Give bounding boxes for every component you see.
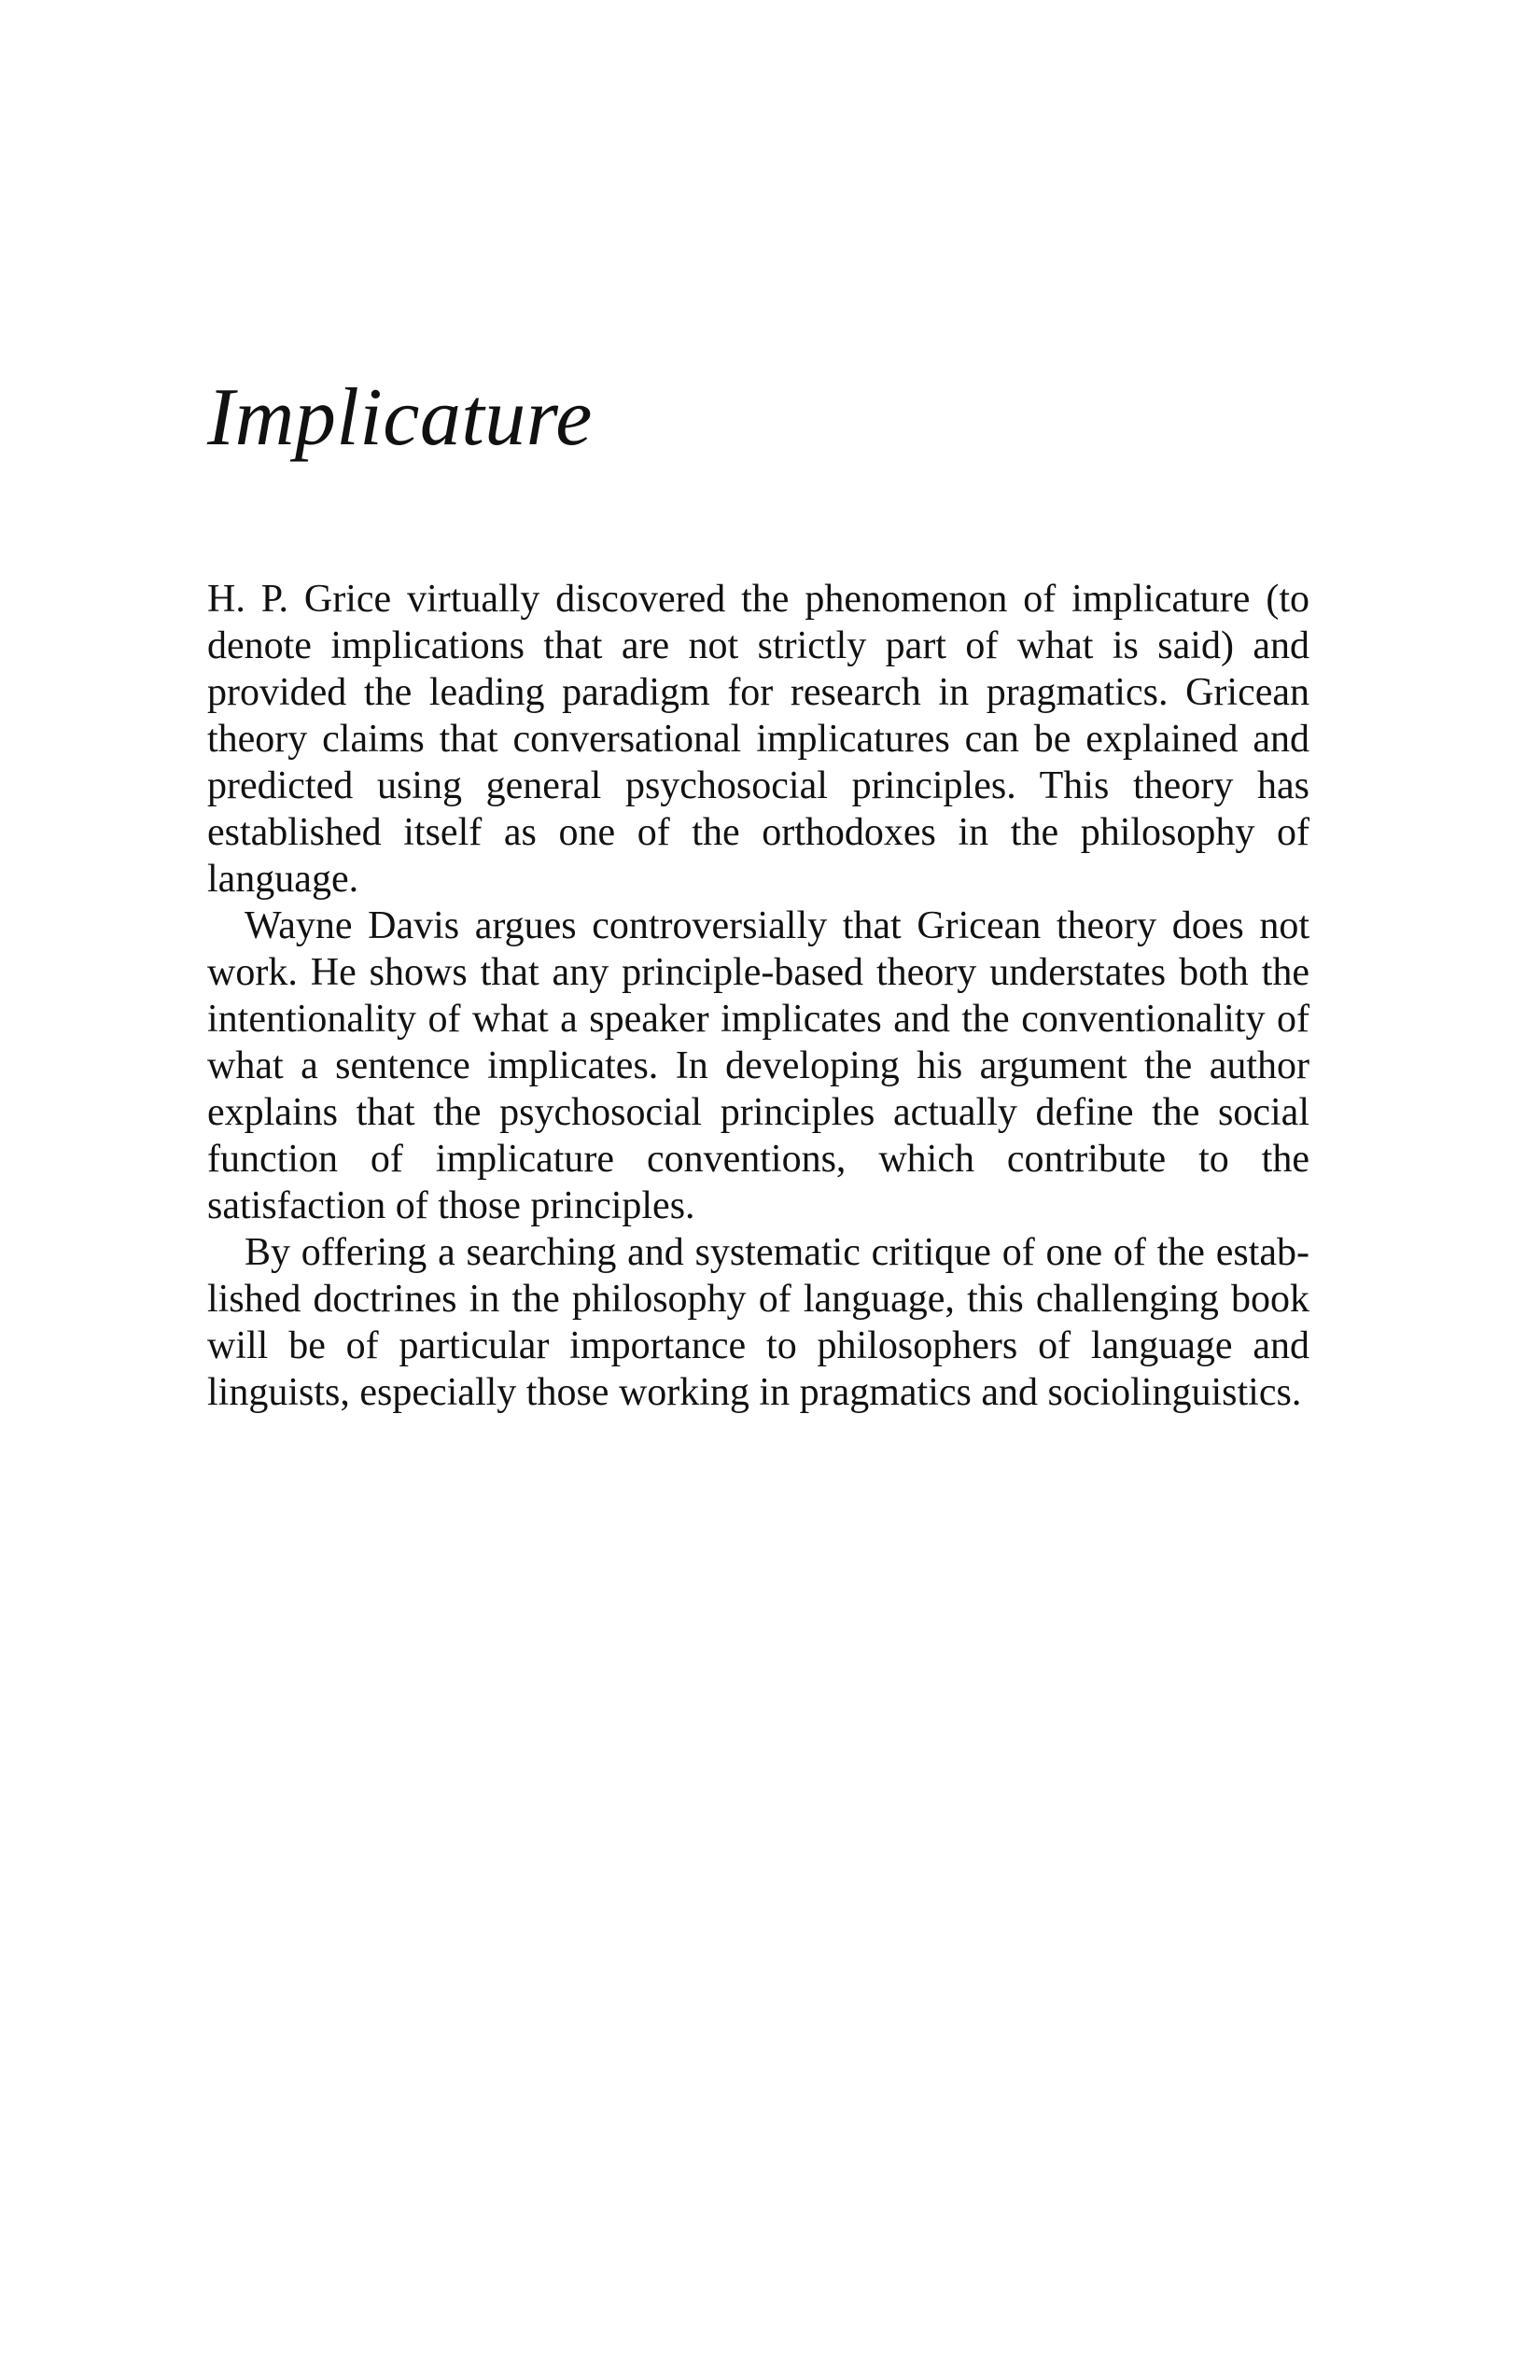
page-title: Implicature bbox=[207, 372, 593, 463]
paragraph-1: H. P. Grice virtually discovered the phenomenon of implicature (to denote implications that are not strictly part of what is said) and provided the leading paradigm for research in pragmatics. Gricean theory claims that conversational implicatures can be explained and predicted using general psychosocial principles. This theory has established itself as one of the orthodoxes in the philosophy of language. bbox=[207, 578, 1309, 901]
paragraph-3: By offering a searching and systematic critique of one of the established doctrines in the philosophy of language, this challenging book will be of particular importance to philosophers of language and linguists, especially those working in pragmatics and sociolinguistics. bbox=[207, 1231, 1309, 1414]
paragraph-2: Wayne Davis argues controversially that Gricean theory does not work. He shows that any principle-based theory understates both the intentionality of what a speaker implicates and the conventionality of what a sentence implicates. In developing his argument the author explains that the psychosocial principles actually define the social function of implicature conventions, which contribute to the satisfaction of those principles. bbox=[207, 904, 1309, 1227]
blurb-text bbox=[207, 576, 1309, 1416]
